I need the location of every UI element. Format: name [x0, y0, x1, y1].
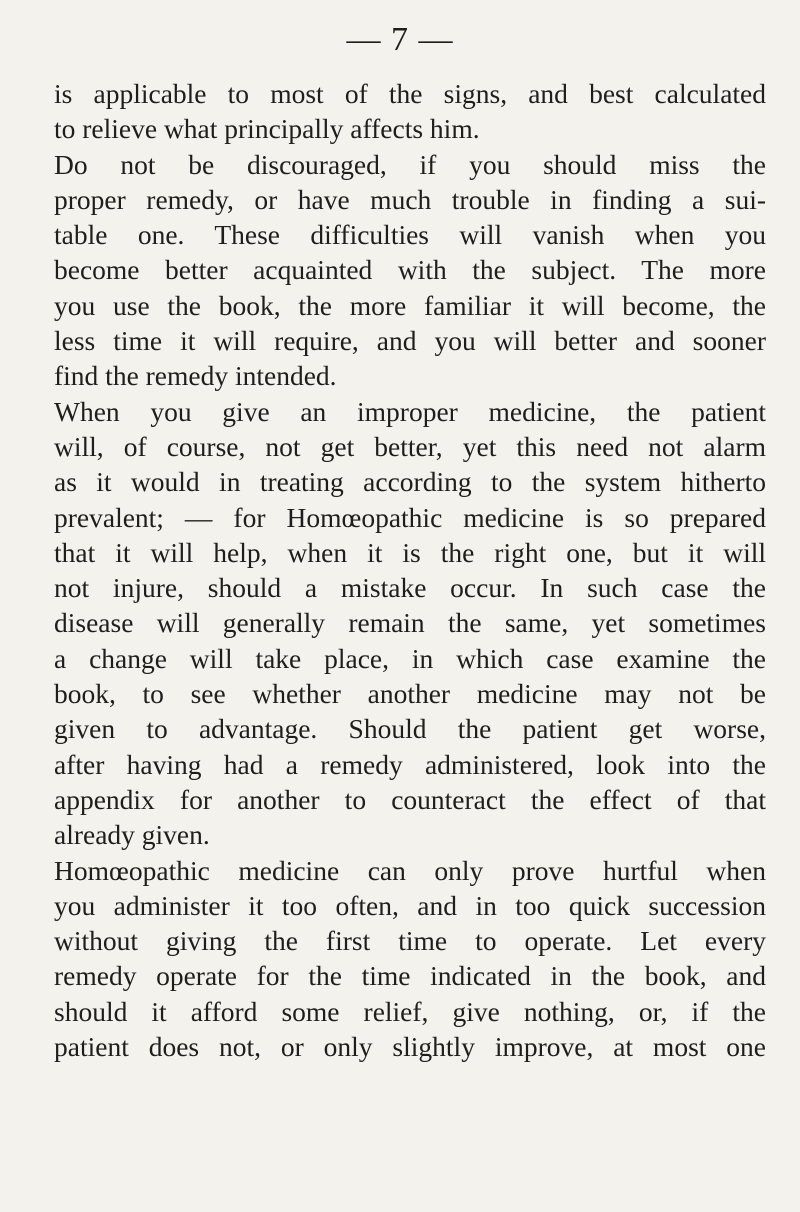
- text-line: a change will take place, in which case examine the: [54, 642, 766, 674]
- text-line: that it will help, when it is the right one, but it will: [54, 536, 766, 568]
- text-line: you administer it too often, and in too quick succession: [54, 889, 766, 921]
- body-text: [54, 76, 766, 1064]
- text-line: given to advantage. Should the patient get worse,: [54, 713, 766, 745]
- text-line: Do not be discouraged, if you should miss the: [54, 148, 766, 180]
- text-line: will, of course, not get better, yet this need not alarm: [54, 430, 766, 462]
- text-line: When you give an improper medicine, the patient: [54, 395, 766, 427]
- text-line: find the remedy intended.: [54, 360, 337, 392]
- page-number: — 7 —: [346, 21, 454, 58]
- text-line: book, to see whether another medicine may not be: [54, 678, 766, 710]
- text-line: not injure, should a mistake occur. In such case the: [54, 572, 766, 604]
- text-line: proper remedy, or have much trouble in finding a sui-: [54, 183, 766, 215]
- text-line: after having had a remedy administered, look into the: [54, 748, 766, 780]
- text-line: Homœopathic medicine can only prove hurtful when: [54, 854, 766, 886]
- text-line: appendix for another to counteract the effect of that: [54, 783, 766, 815]
- text-line: prevalent; — for Homœopathic medicine is so prepared: [54, 501, 766, 533]
- text-line: patient does not, or only slightly improve, at most one: [54, 1031, 766, 1063]
- text-line: already given.: [54, 819, 210, 851]
- text-line: you use the book, the more familiar it will become, the: [54, 289, 766, 321]
- text-line: disease will generally remain the same, yet sometimes: [54, 607, 766, 639]
- text-line: without giving the first time to operate. Let every: [54, 925, 766, 957]
- text-line: become better acquainted with the subject. The more: [54, 254, 766, 286]
- text-line: as it would in treating according to the system hitherto: [54, 466, 766, 498]
- text-line: to relieve what principally affects him.: [54, 113, 480, 145]
- text-line: table one. These difficulties will vanish when you: [54, 219, 766, 251]
- text-line: is applicable to most of the signs, and best calculated: [54, 78, 766, 109]
- text-line: less time it will require, and you will better and sooner: [54, 325, 766, 357]
- text-line: should it afford some relief, give nothing, or, if the: [54, 995, 766, 1027]
- text-line: remedy operate for the time indicated in the book, and: [54, 960, 766, 992]
